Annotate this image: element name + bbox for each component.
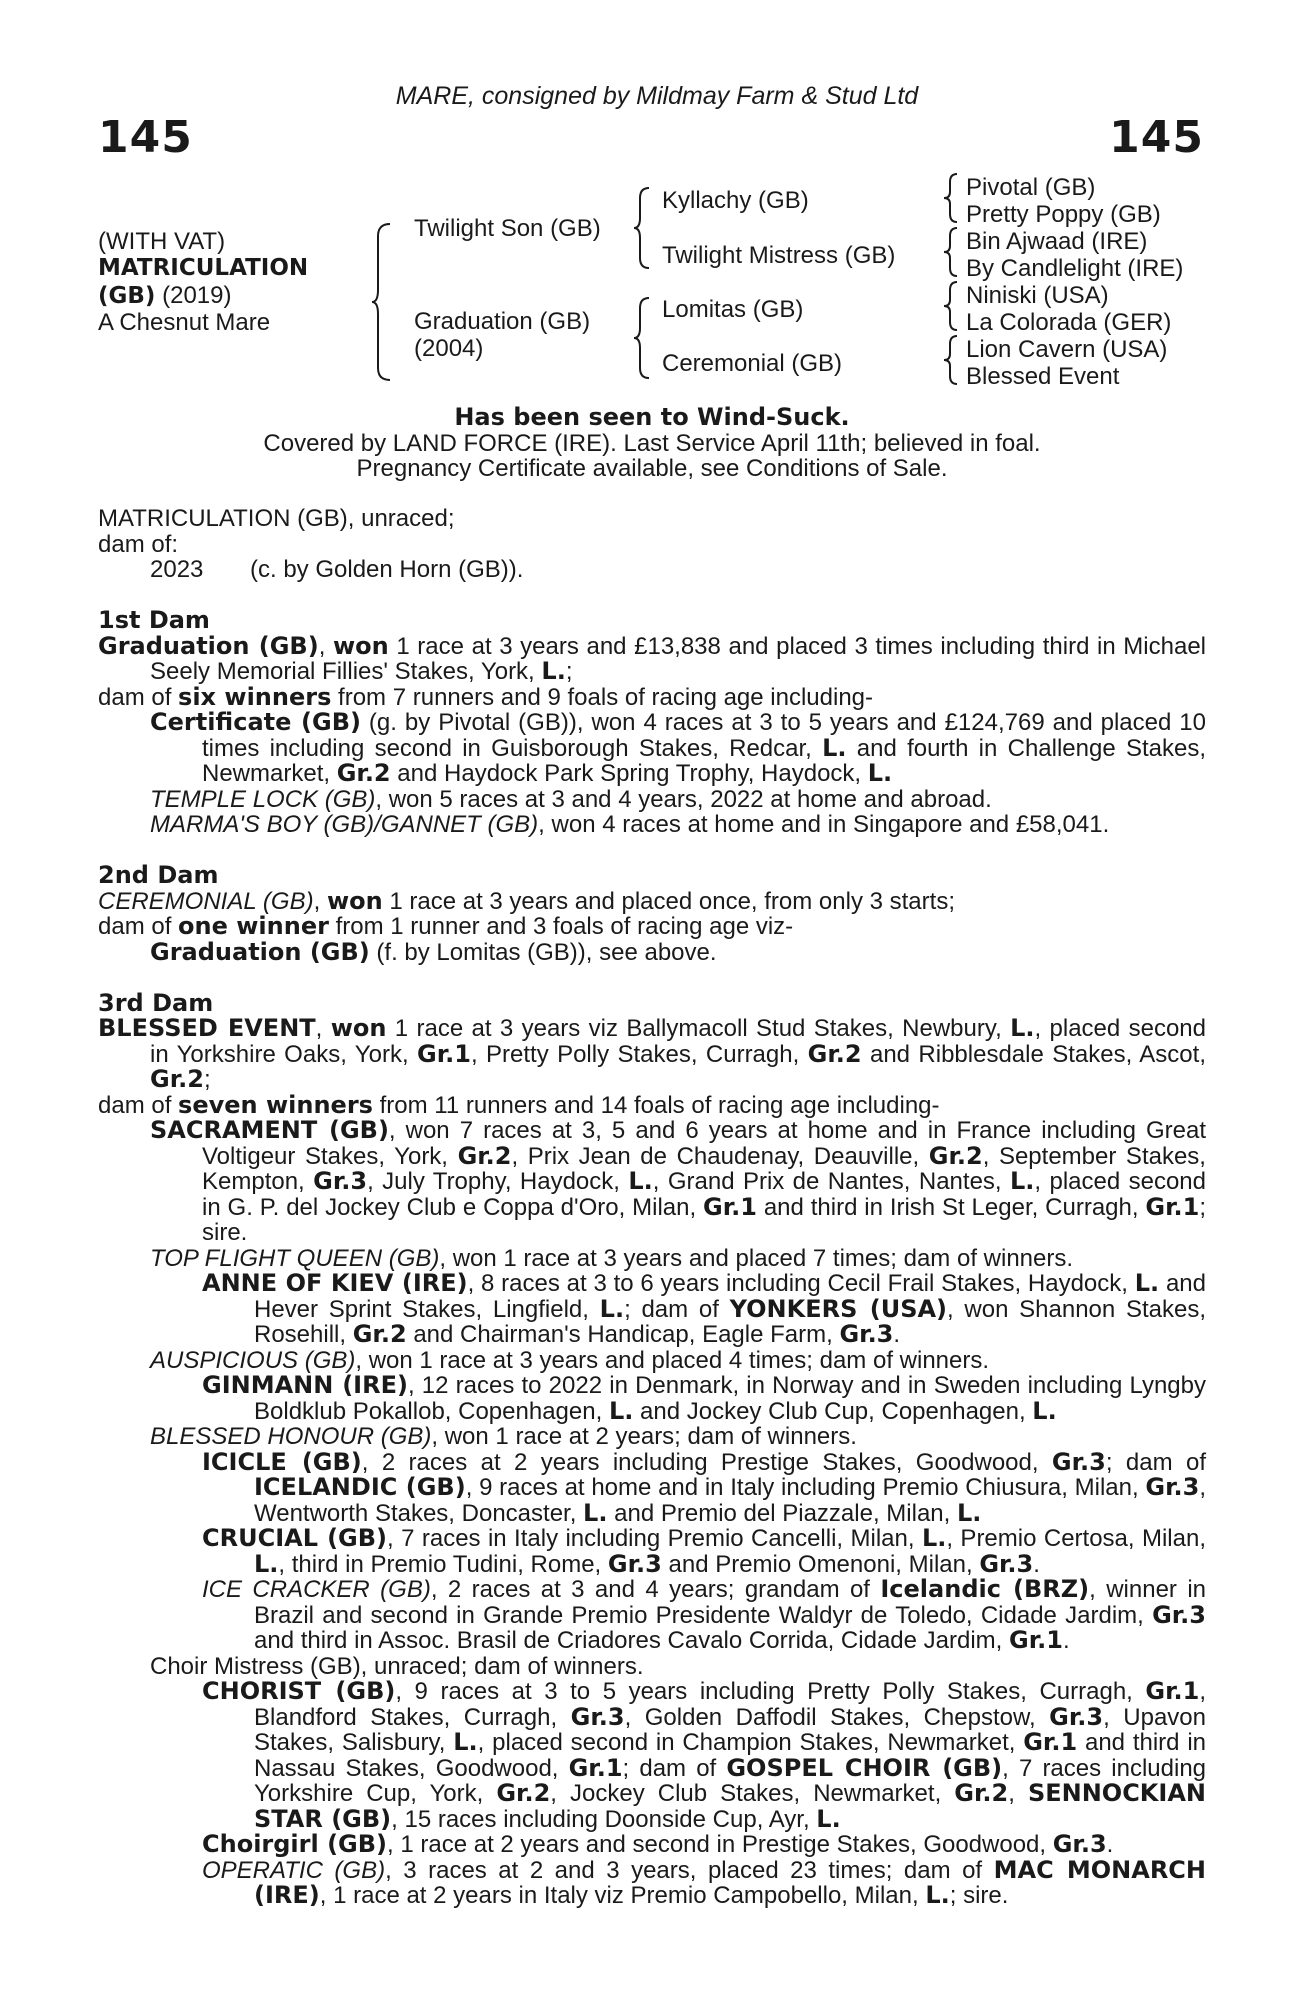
horse-description: A Chesnut Mare (98, 309, 271, 336)
horse-year: (2019) (162, 282, 232, 309)
lot-number-left: 145 (98, 112, 193, 163)
third-dam-heading: 3rd Dam (98, 988, 214, 1017)
pedigree-sdd: By Candlelight (IRE) (966, 255, 1184, 282)
first-dam-graduation: Graduation (GB), won 1 race at 3 years and £13,838 and placed 3 times including third in Michael Seely Memorial Fillies' Stakes, York, L.; (98, 631, 1207, 685)
second-dam-ceremonial: CEREMONIAL (GB), won 1 race at 3 years and placed once, from only 3 starts; (98, 886, 955, 915)
pedigree-dam-dam: Ceremonial (GB) (662, 350, 843, 377)
pedigree-brace-3 (942, 280, 960, 332)
consignment-line: MARE, consigned by Mildmay Farm & Stud Ltd (395, 82, 919, 110)
pedigree-brace-1 (942, 172, 960, 224)
third-dam-winners: dam of seven winners from 11 runners and 14 foals of racing age including- (98, 1090, 940, 1119)
produce-year: 2023 (150, 556, 204, 583)
pedigree-dds: Lion Cavern (USA) (966, 336, 1168, 363)
horse-country-year (98, 282, 231, 310)
entry-chorist: CHORIST (GB), 9 races at 3 to 5 years including Pretty Polly Stakes, Curragh, Gr.1, Blandford Stakes, Curragh, Gr.3, Golden Daffodil Stakes, Chepstow, Gr.3, Upavon Stakes, Salisbury, L., placed second in Champion Stakes, Newmarket, Gr.1 and third in Nassau Stakes, Goodwood, Gr.1; dam of GOSPEL CHOIR (GB), 7 races including Yorkshire Cup, York, Gr.2, Jockey Club Stakes, Newmarket, Gr.2, SENNOCKIAN STAR (GB), 15 races including Doonside Cup, Ayr, L. (202, 1677, 1207, 1833)
pedigree-brace-main (370, 222, 394, 382)
produce-line-2: dam of: (98, 530, 179, 558)
entry-anne-of-kiev: ANNE OF KIEV (IRE), 8 races at 3 to 6 years including Cecil Frail Stakes, Haydock, L. and Hever Sprint Stakes, Lingfield, L.; dam of YONKERS (USA), won Shannon Stakes, Rosehill, Gr.2 and Chairman's Handicap, Eagle Farm, Gr.3. (202, 1269, 1206, 1348)
pedigree-brace-2 (942, 226, 960, 278)
third-dam-blessed-event: BLESSED EVENT, won 1 race at 3 years viz Ballymacoll Stud Stakes, Newbury, L., placed second in Yorkshire Oaks, York, Gr.1, Pretty Polly Stakes, Curragh, Gr.2 and Ribblesdale Stakes, Ascot, Gr.2; (98, 1014, 1206, 1093)
covered-note: Covered by LAND FORCE (IRE). Last Service April 11th; believed in foal. (263, 429, 1041, 457)
pedigree-sire-dam: Twilight Mistress (GB) (662, 242, 896, 269)
sale-notes (98, 405, 1206, 482)
dam-line-text (98, 608, 1206, 1909)
entry-operatic: OPERATIC (GB), 3 races at 2 and 3 years, placed 23 times; dam of MAC MONARCH (IRE), 1 race at 2 years in Italy viz Premio Campobello, Milan, L.; sire. (202, 1855, 1206, 1909)
entry-auspicious: AUSPICIOUS (GB), won 1 race at 3 years and placed 4 times; dam of winners. (150, 1346, 990, 1374)
pedigree-dam: Graduation (GB) (414, 308, 591, 335)
pedigree-ssd: Pretty Poppy (GB) (966, 201, 1161, 228)
pedigree-brace-dam (632, 296, 652, 380)
entry-crucial: CRUCIAL (GB), 7 races in Italy including Premio Cancelli, Milan, L., Premio Certosa, Milan, L., third in Premio Tudini, Rome, Gr.3 and Premio Omenoni, Milan, Gr.3. (202, 1524, 1206, 1578)
pedigree-dsd: La Colorada (GER) (966, 309, 1172, 336)
entry-marmas-boy: MARMA'S BOY (GB)/GANNET (GB), won 4 races at home and in Singapore and £58,041. (150, 811, 1110, 838)
entry-ginmann: GINMANN (IRE), 12 races to 2022 in Denmark, in Norway and in Sweden including Lyngby Boldklub Pokallob, Copenhagen, L. and Jockey Club Cup, Copenhagen, L. (202, 1371, 1206, 1425)
pedigree-sire: Twilight Son (GB) (414, 215, 601, 242)
pedigree-sire-sire: Kyllachy (GB) (662, 187, 809, 214)
entry-top-flight-queen: TOP FLIGHT QUEEN (GB), won 1 race at 3 years and placed 7 times; dam of winners. (150, 1244, 1074, 1272)
entry-ice-cracker: ICE CRACKER (GB), 2 races at 3 and 4 years; grandam of Icelandic (BRZ), winner in Brazil and second in Grande Premio Presidente Waldyr de Toledo, Cidade Jardim, Gr.3 and third in Assoc. Brasil de Criadores Cavalo Corrida, Cidade Jardim, Gr.1. (202, 1575, 1207, 1654)
entry-sacrament: SACRAMENT (GB), won 7 races at 3, 5 and 6 years at home and in France including Great Voltigeur Stakes, York, Gr.2, Prix Jean de Chaudenay, Deauville, Gr.2, September Stakes, Kempton, Gr.3, July Trophy, Haydock, L., Grand Prix de Nantes, Nantes, L., placed second in G. P. del Jockey Club e Coppa d'Oro, Milan, Gr.1 and third in Irish St Leger, Curragh, Gr.1; sire. (150, 1116, 1207, 1246)
produce-entry (98, 557, 1206, 583)
pedigree-ddd: Blessed Event (966, 363, 1120, 390)
entry-choir-mistress: Choir Mistress (GB), unraced; dam of winners. (150, 1652, 644, 1680)
wind-suck-note: Has been seen to Wind-Suck. (454, 403, 850, 431)
pedigree-dam-sire: Lomitas (GB) (662, 296, 804, 323)
horse-name: MATRICULATION (98, 255, 309, 281)
lot-number-right: 145 (1109, 112, 1204, 163)
produce-line-1: MATRICULATION (GB), unraced; (98, 505, 455, 532)
horse-country: (GB) (98, 283, 156, 309)
first-dam-winners: dam of six winners from 7 runners and 9 foals of racing age including- (98, 682, 874, 711)
entry-choirgirl: Choirgirl (GB), 1 race at 2 years and second in Prestige Stakes, Goodwood, Gr.3. (202, 1830, 1114, 1858)
vat-label: (WITH VAT) (98, 228, 226, 255)
second-dam-heading: 2nd Dam (98, 861, 219, 889)
entry-certificate: Certificate (GB) (g. by Pivotal (GB)), won 4 races at 3 to 5 years and £124,769 and placed 10 times including second in Guisborough Stakes, Redcar, L. and fourth in Challenge Stakes, Newmarket, Gr.2 and Haydock Park Spring Trophy, Haydock, L. (150, 708, 1207, 787)
entry-graduation: Graduation (GB) (f. by Lomitas (GB)), see above. (150, 937, 717, 966)
entry-temple-lock: TEMPLE LOCK (GB), won 5 races at 3 and 4 years, 2022 at home and abroad. (150, 785, 992, 813)
pedigree-sss: Pivotal (GB) (966, 174, 1096, 201)
pedigree-brace-sire (632, 186, 652, 270)
pregnancy-note: Pregnancy Certificate available, see Conditions of Sale. (356, 455, 948, 482)
entry-icicle: ICICLE (GB), 2 races at 2 years including Prestige Stakes, Goodwood, Gr.3; dam of ICELANDIC (GB), 9 races at home and in Italy including Premio Chiusura, Milan, Gr.3, Wentworth Stakes, Doncaster, L. and Premio del Piazzale, Milan, L. (202, 1447, 1207, 1527)
pedigree-brace-4 (942, 334, 960, 386)
pedigree-dss: Niniski (USA) (966, 282, 1109, 309)
pedigree-sds: Bin Ajwaad (IRE) (966, 228, 1148, 255)
pedigree-dam-year: (2004) (414, 335, 484, 362)
horse-graduation: Graduation (GB) (98, 631, 319, 660)
second-dam-winners: dam of one winner from 1 runner and 3 foals of racing age viz- (98, 912, 794, 940)
produce-detail: (c. by Golden Horn (GB)). (250, 556, 524, 583)
entry-blessed-honour: BLESSED HONOUR (GB), won 1 race at 2 years; dam of winners. (150, 1423, 857, 1450)
first-dam-heading: 1st Dam (98, 606, 210, 634)
produce-record (98, 506, 1206, 583)
